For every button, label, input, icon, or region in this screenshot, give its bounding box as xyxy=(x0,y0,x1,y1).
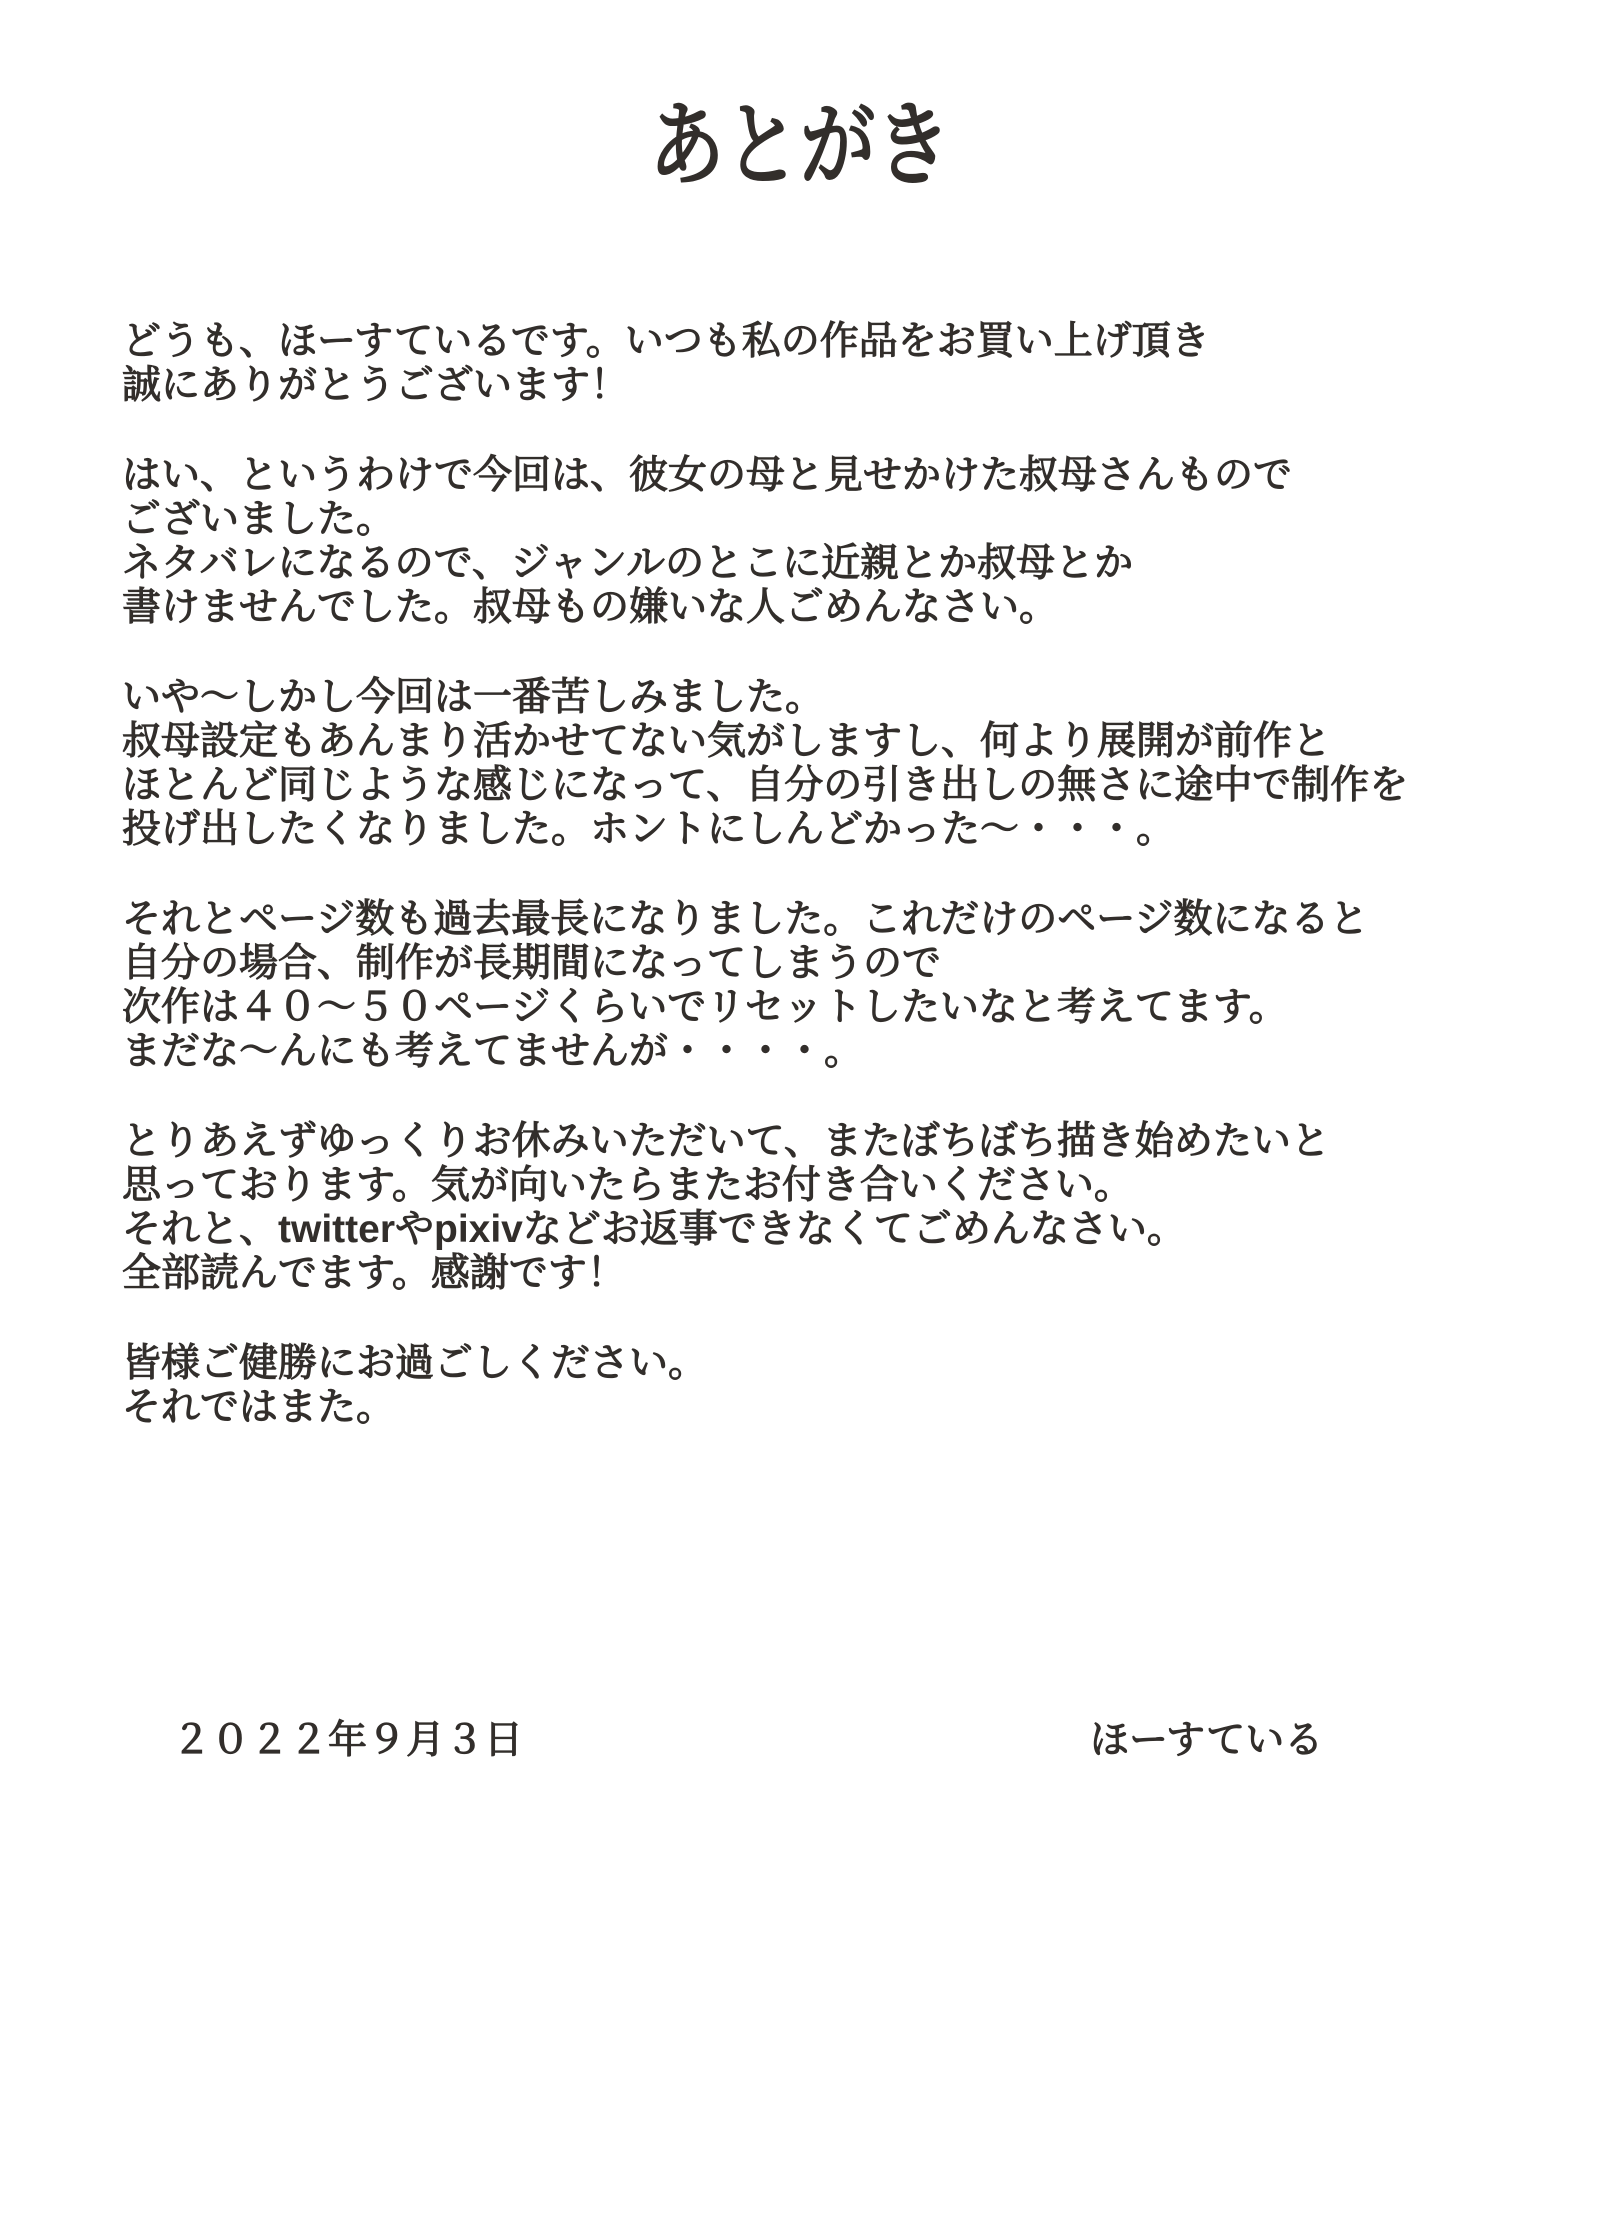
paragraph-farewell xyxy=(122,1342,1512,1430)
text-line: 次作は４０〜５０ページくらいでリセットしたいなと考えてます。 xyxy=(122,986,1288,1029)
text-line: 皆様ご健勝にお過ごしください。 xyxy=(122,1342,708,1385)
text-line: 思っております。気が向いたらまたお付き合いください。 xyxy=(122,1164,1133,1207)
paragraph-struggle xyxy=(122,676,1512,852)
paragraph-greeting xyxy=(122,320,1512,408)
text-line: 叔母設定もあんまり活かせてない気がしますし、何より展開が前作と xyxy=(122,720,1332,763)
text-line: それと、twitterやpixivなどお返事できなくてごめんなさい。 xyxy=(122,1208,1186,1251)
page-title: あとがき xyxy=(649,95,951,197)
text-line: どうも、ほーすているです。いつも私の作品をお買い上げ頂き xyxy=(122,320,1210,363)
author-name: ほーすている xyxy=(1090,1719,1324,1762)
text-line: 全部読んでます。感謝です！ xyxy=(122,1252,626,1295)
text-line: 書けませんでした。叔母もの嫌いな人ごめんなさい。 xyxy=(122,586,1059,629)
text-line: いや〜しかし今回は一番苦しみました。 xyxy=(122,676,825,719)
publication-date: ２０２２年９月３日 xyxy=(172,1719,524,1762)
text-line: それではまた。 xyxy=(122,1386,396,1429)
text-line: ほとんど同じような感じになって、自分の引き出しの無さに途中で制作を xyxy=(122,764,1409,807)
paragraph-pagecount xyxy=(122,898,1512,1074)
text-line: とりあえずゆっくりお休みいただいて、またぼちぼち描き始めたいと xyxy=(122,1120,1330,1163)
footer xyxy=(0,1716,1600,1766)
text-line: ネタバレになるので、ジャンルのとこに近親とか叔母とか xyxy=(122,542,1134,585)
text-line: まだな〜んにも考えてませんが・・・・。 xyxy=(122,1030,864,1073)
text-line: はい、というわけで今回は、彼女の母と見せかけた叔母さんもので xyxy=(122,454,1293,497)
text-line: 誠にありがとうございます！ xyxy=(122,364,630,407)
text-line: 投げ出したくなりました。ホントにしんどかった〜・・・。 xyxy=(122,808,1176,851)
text-line: 自分の場合、制作が長期間になってしまうので xyxy=(122,942,942,985)
text-line: それとページ数も過去最長になりました。これだけのページ数になると xyxy=(122,898,1369,941)
text-line: ございました。 xyxy=(122,498,396,541)
paragraph-theme xyxy=(122,454,1512,630)
paragraph-rest xyxy=(122,1120,1512,1296)
afterword-body xyxy=(122,320,1512,1476)
